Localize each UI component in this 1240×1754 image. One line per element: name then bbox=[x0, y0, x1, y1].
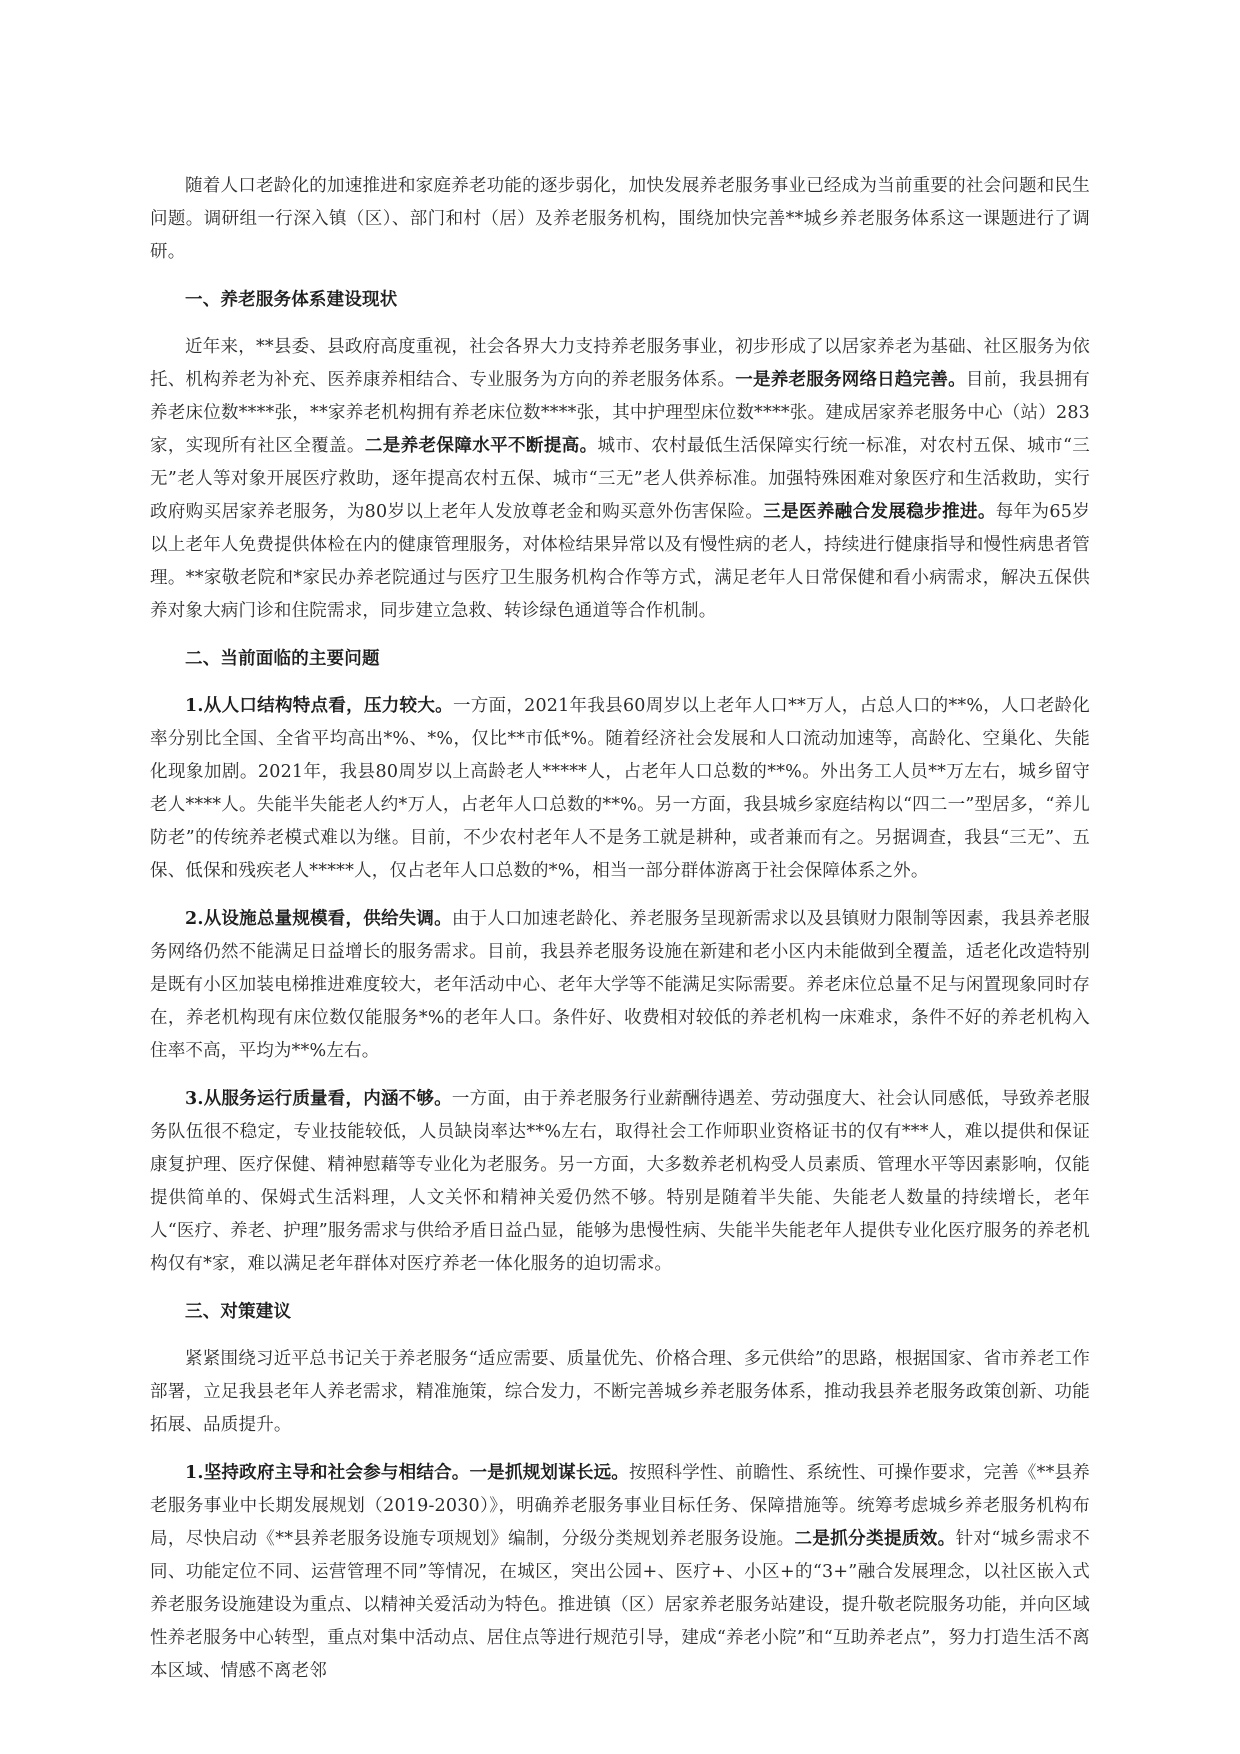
section-3-item-1-title: 1.坚持政府主导和社会参与相结合。一是抓规划谋长远。 bbox=[185, 1463, 630, 1483]
intro-paragraph: 随着人口老龄化的加速推进和家庭养老功能的逐步弱化，加快发展养老服务事业已经成为当前重要的社会问题和民生问题。调研组一行深入镇（区）、部门和村（居）及养老服务机构，围绕加快完善**城乡养老服务体系这一课题进行了调研。 bbox=[150, 176, 1090, 262]
section-2-item-2-title: 2.从设施总量规模看，供给失调。 bbox=[185, 909, 452, 929]
section-2-item-3 bbox=[150, 1083, 1090, 1281]
section-3-item-1-point-2: 二是抓分类提质效。 bbox=[794, 1529, 956, 1549]
section-2-item-1-title: 1.从人口结构特点看，压力较大。 bbox=[185, 696, 453, 716]
section-1-point-2: 二是养老保障水平不断提高。 bbox=[364, 436, 598, 456]
section-1-text-d: 城市、农村最低生活保障实行统一标准，对农村五保、城市“三无”老人等对象开展医疗救助，逐年提高农村五保、城市“三无”老人供养标准。加强特殊困难对象医疗和生活救助，实行政府购买居家养老服务，为80岁以上老年人发放尊老金和购买意外伤害保险。 bbox=[150, 436, 1090, 522]
section-1-heading: 一、养老服务体系建设现状 bbox=[185, 290, 398, 310]
section-2-item-3-text: 一方面，由于养老服务行业薪酬待遇差、劳动强度大、社会认同感低，导致养老服务队伍很不稳定，专业技能较低，人员缺岗率达**%左右，取得社会工作师职业资格证书的仅有***人，难以提供和保证康复护理、医疗保健、精神慰藉等专业化为老服务。另一方面，大多数养老机构受人员素质、管理水平等因素影响，仅能提供简单的、保姆式生活料理，人文关怀和精神关爱仍然不够。特别是随着半失能、失能老人数量的持续增长，老年人“医疗、养老、护理”服务需求与供给矛盾日益凸显，能够为患慢性病、失能半失能老年人提供专业化医疗服务的养老机构仅有*家，难以满足老年群体对医疗养老一体化服务的迫切需求。 bbox=[150, 1089, 1091, 1274]
section-2-item-2-text: 由于人口加速老龄化、养老服务呈现新需求以及县镇财力限制等因素，我县养老服务网络仍然不能满足日益增长的服务需求。目前，我县养老服务设施在新建和老小区内未能做到全覆盖，适老化改造特别是既有小区加装电梯推进难度较大，老年活动中心、老年大学等不能满足实际需要。养老床位总量不足与闲置现象同时存在，养老机构现有床位数仅能服务*%的老年人口。条件好、收费相对较低的养老机构一床难求，条件不好的养老机构入住率不高，平均为**%左右。 bbox=[150, 909, 1091, 1061]
section-3-item-1-text-a: 按照科学性、前瞻性、系统性、可操作要求，完善《**县养老服务事业中长期发展规划（2019-2030）》，明确养老服务事业目标任务、保障措施等。统筹考虑城乡养老服务机构布局，尽快启动《**县养老服务设施专项规划》编制，分级分类规划养老服务设施。 bbox=[150, 1463, 1090, 1549]
section-3-item-1 bbox=[150, 1457, 1090, 1688]
section-1-point-1: 一是养老服务网络日趋完善。 bbox=[735, 370, 966, 390]
section-2-heading: 二、当前面临的主要问题 bbox=[185, 649, 380, 669]
section-3-item-1-text-b: 针对“城乡需求不同、功能定位不同、运营管理不同”等情况，在城区，突出公园+、医疗+、小区+的“3+”融合发展理念，以社区嵌入式养老服务设施建设为重点、以精神关爱活动为特色。推进镇（区）居家养老服务站建设，提升敬老院服务功能，并向区域性养老服务中心转型，重点对集中活动点、居住点等进行规范引导，建成“养老小院”和“互助养老点”，努力打造生活不离本区域、情感不离老邻 bbox=[150, 1529, 1090, 1681]
section-3-intro: 紧紧围绕习近平总书记关于养老服务“适应需要、质量优先、价格合理、多元供给”的思路，根据国家、省市养老工作部署，立足我县老年人养老需求，精准施策，综合发力，不断完善城乡养老服务体系，推动我县养老服务政策创新、功能拓展、品质提升。 bbox=[150, 1349, 1090, 1435]
section-1-text-c: 目前，我县拥有养老床位数****张，**家养老机构拥有养老床位数****张，其中护理型床位数****张。建成居家养老服务中心（站）283家，实现所有社区全覆盖。 bbox=[150, 370, 1090, 456]
section-3-heading: 三、对策建议 bbox=[185, 1302, 292, 1322]
section-1-point-3: 三是医养融合发展稳步推进。 bbox=[763, 502, 996, 522]
document-body bbox=[150, 170, 1090, 1703]
section-1-paragraph bbox=[150, 331, 1090, 628]
section-2-item-2 bbox=[150, 903, 1090, 1068]
section-1-text-e: 每年为65岁以上老年人免费提供体检在内的健康管理服务，对体检结果异常以及有慢性病的老人，持续进行健康指导和慢性病患者管理。**家敬老院和*家民办养老院通过与医疗卫生服务机构合作等方式，满足老年人日常保健和看小病需求，解决五保供养对象大病门诊和住院需求，同步建立急救、转诊绿色通道等合作机制。 bbox=[150, 502, 1090, 621]
section-2-item-1-text: 一方面，2021年我县60周岁以上老年人口**万人，占总人口的**%，人口老龄化率分别比全国、全省平均高出*%、*%，仅比**市低*%。随着经济社会发展和人口流动加速等，高龄化、空巢化、失能化现象加剧。2021年，我县80周岁以上高龄老人*****人，占老年人口总数的**%。外出务工人员**万左右，城乡留守老人****人。失能半失能老人约*万人，占老年人口总数的**%。另一方面，我县城乡家庭结构以“四二一”型居多，“养儿防老”的传统养老模式难以为继。目前，不少农村老年人不是务工就是耕种，或者兼而有之。另据调查，我县“三无”、五保、低保和残疾老人*****人，仅占老年人口总数的*%，相当一部分群体游离于社会保障体系之外。 bbox=[150, 696, 1090, 881]
section-2-item-3-title: 3.从服务运行质量看，内涵不够。 bbox=[185, 1089, 452, 1109]
section-1-text-a: 近年来，**县委、县政府高度重视，社会各界大力支持养老服务事业，初步形成了以居家养老为基础、社区服务为依托、机构养老为补充、医养康养相结合、专业服务为方向的养老服务体系。 bbox=[150, 337, 1090, 390]
section-2-item-1 bbox=[150, 690, 1090, 888]
